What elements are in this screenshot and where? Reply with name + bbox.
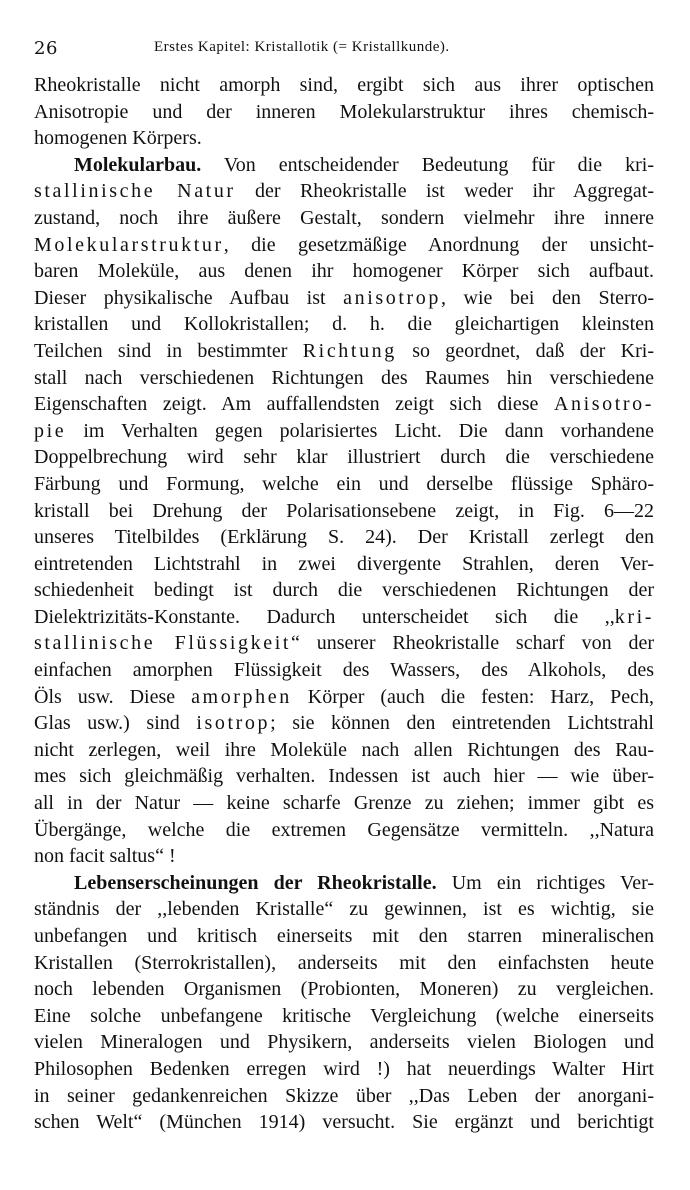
text-line: all in der Natur — keine scharfe Grenze zu ziehen; immer gibt es — [34, 792, 654, 815]
text-line: einfachen amorphen Flüssigkeit des Wassers, des Alkohols, des — [34, 659, 654, 682]
emphasis-text: Anisotro- — [553, 393, 654, 416]
text-line: Eigenschaften zeigt. Am auffallendsten zeigt sich diese Anisotro- — [34, 393, 654, 416]
emphasis-text: stallinische Natur — [34, 180, 236, 203]
text-line: Dieser physikalische Aufbau ist anisotrop, wie bei den Sterro- — [34, 286, 654, 309]
emphasis-text: Richtung — [302, 339, 397, 362]
text-line: non facit saltus“ ! — [34, 845, 176, 868]
section-heading-line: Molekularbau. Von entscheidender Bedeutung für die kri- — [74, 153, 654, 176]
emphasis-text: Molekularstruktur — [34, 233, 224, 256]
page-number: 26 — [34, 38, 58, 59]
emphasis-text: isotrop — [196, 712, 271, 735]
text-line: in seiner gedankenreichen Skizze über ,,Das Leben der anorgani- — [34, 1084, 654, 1107]
emphasis-text: amorphen — [191, 685, 292, 708]
text-line: Anisotropie und der inneren Molekularstruktur ihres chemisch- — [34, 100, 654, 123]
text-line: stall nach verschiedenen Richtungen des Raumes hin verschiedene — [34, 366, 654, 389]
text-line: Philosophen Bedenken erregen wird !) hat neuerdings Walter Hirt — [34, 1057, 654, 1080]
emphasis-text: pie — [34, 419, 67, 442]
text-line: zustand, noch ihre äußere Gestalt, sondern vielmehr ihre innere — [34, 206, 654, 229]
text-line: kristall bei Drehung der Polarisationsebene zeigt, in Fig. 6—22 — [34, 499, 654, 522]
text-line: Rheokristalle nicht amorph sind, ergibt sich aus ihrer optischen — [34, 74, 654, 96]
text-line: stallinische Flüssigkeit“ unserer Rheokristalle scharf von der — [34, 632, 654, 655]
text-line: Öls usw. Diese amorphen Körper (auch die festen: Harz, Pech, — [34, 685, 654, 708]
chapter-title: Erstes Kapitel: Kristallotik (= Kristallkunde). — [154, 39, 450, 55]
text-line: Teilchen sind in bestimmter Richtung so geordnet, daß der Kri- — [34, 339, 654, 362]
emphasis-text: anisotrop — [343, 286, 441, 309]
text-line: Kristallen (Sterrokristallen), anderseits mit den einfachsten heute — [34, 951, 654, 974]
text-line: nicht zerlegen, weil ihre Moleküle nach allen Richtungen des Rau- — [34, 738, 654, 761]
text-line: noch lebenden Organismen (Probionten, Moneren) zu vergleichen. — [34, 978, 654, 1001]
text-line: Glas usw.) sind isotrop; sie können den eintretenden Lichtstrahl — [34, 712, 654, 735]
emphasis-text: kri- — [614, 605, 654, 628]
section-heading-lebenserscheinungen: Lebenserscheinungen der Rheokristalle. — [74, 871, 437, 894]
text-line: homogenen Körpers. — [34, 127, 202, 150]
text-line: Doppelbrechung wird sehr klar illustriert durch die verschiedene — [34, 446, 654, 469]
running-head — [34, 38, 654, 68]
body-text — [34, 72, 654, 1136]
text-line: mes sich gleichmäßig verhalten. Indessen ist auch hier — wie über- — [34, 765, 654, 788]
text-line: Färbung und Formung, welche ein und derselbe flüssige Sphäro- — [34, 472, 654, 495]
text-line: eintretenden Lichtstrahl in zwei divergente Strahlen, deren Ver- — [34, 552, 654, 575]
text-line: Übergänge, welche die extremen Gegensätze vermitteln. ,,Natura — [34, 818, 654, 841]
text-line: unbefangen und kritisch einerseits mit den starren mineralischen — [34, 925, 654, 947]
text-line: baren Moleküle, aus denen ihr homogener Körper sich aufbaut. — [34, 260, 654, 283]
text-line: schen Welt“ (München 1914) versucht. Sie ergänzt und berichtigt — [34, 1111, 654, 1134]
text-line: stallinische Natur der Rheokristalle ist weder ihr Aggregat- — [34, 180, 654, 203]
text-line: pie im Verhalten gegen polarisiertes Licht. Die dann vorhandene — [34, 419, 654, 442]
text-line: unseres Titelbildes (Erklärung S. 24). Der Kristall zerlegt den — [34, 526, 654, 549]
section-heading-line: Lebenserscheinungen der Rheokristalle. Um ein richtiges Ver- — [74, 871, 654, 894]
text-line: Molekularstruktur, die gesetzmäßige Anordnung der unsicht- — [34, 233, 654, 256]
section-heading-molekularbau: Molekularbau. — [74, 153, 202, 176]
text-line: Eine solche unbefangene kritische Vergleichung (welche einerseits — [34, 1004, 654, 1027]
book-page — [34, 38, 654, 1136]
text-line: ständnis der ,,lebenden Kristalle“ zu gewinnen, ist es wichtig, sie — [34, 898, 654, 921]
emphasis-text: stallinische Flüssigkeit — [34, 632, 292, 655]
text-line: kristallen und Kollokristallen; d. h. die gleichartigen kleinsten — [34, 313, 654, 336]
text-line: schiedenheit bedingt ist durch die verschiedenen Richtungen der — [34, 579, 654, 602]
text-line: vielen Mineralogen und Physikern, anderseits vielen Biologen und — [34, 1031, 654, 1054]
text-line: Dielektrizitäts-Konstante. Dadurch unterscheidet sich die ,,kri- — [34, 605, 654, 628]
